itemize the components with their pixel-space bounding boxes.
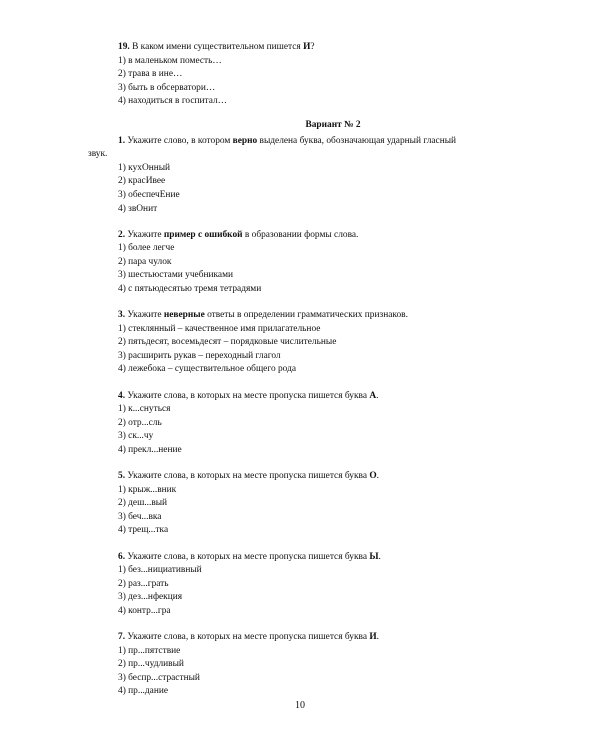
question-number: 5. (118, 471, 126, 482)
question-number: 1. (118, 135, 126, 146)
answer-option: 4) лежебока – существительное общего рода (118, 364, 297, 375)
question-4 (118, 390, 508, 458)
highlight-letter: А (369, 390, 377, 401)
question-text: 19. В каком имени существительном пишется И? (118, 42, 315, 52)
highlight-letter: Ы (369, 551, 379, 562)
answer-option: 2) отр...сль (118, 417, 162, 428)
highlight-letter: И (303, 42, 311, 52)
page-number: 10 (295, 700, 305, 711)
question-number: 2. (118, 229, 126, 240)
question-text-wrap: звук. (88, 149, 108, 160)
highlight-word: верно (232, 135, 258, 146)
answer-option: 4) контр...гра (118, 605, 171, 616)
question-7 (118, 631, 508, 699)
highlight-letter: О (369, 471, 377, 482)
question-text: 5. Укажите слова, в которых на месте пропуска пишется буква О. (118, 471, 379, 482)
answer-option: 4) трещ...тка (118, 525, 169, 536)
answer-option: 1) пр...пятствие (118, 645, 181, 656)
answer-option: 1) более легче (118, 243, 175, 254)
question-text: 7. Укажите слова, в которых на месте пропуска пишется буква И. (118, 631, 379, 642)
highlight-word: неверные (163, 310, 205, 321)
question-1 (88, 135, 508, 217)
answer-option: 1) к...снуться (118, 404, 171, 415)
answer-option: 2) пр...чудливый (118, 659, 184, 670)
answer-option: 3) быть в обсерватори… (118, 82, 216, 93)
answer-option: 3) дез...нфекция (118, 592, 183, 603)
answer-option: 4) находиться в госпитал… (118, 96, 228, 107)
answer-option: 3) ск...чу (118, 431, 154, 442)
highlight-word: пример с ошибкой (163, 229, 243, 240)
answer-option: 1) в маленьком поместь… (118, 55, 222, 66)
question-3 (118, 309, 508, 377)
question-number: 4. (118, 390, 126, 401)
question-text: 2. Укажите пример с ошибкой в образовании формы слова. (118, 229, 359, 240)
page-content (88, 41, 508, 711)
answer-option: 4) звОнит (118, 203, 158, 214)
answer-option: 1) стеклянный – качественное имя прилагательное (118, 323, 321, 334)
question-text: 3. Укажите неверные ответы в определении грамматических признаков. (118, 310, 408, 321)
answer-option: 2) красИвее (118, 176, 166, 187)
highlight-letter: И (369, 631, 377, 642)
answer-option: 1) без...нициативный (118, 565, 202, 576)
question-number: 6. (118, 551, 126, 562)
answer-option: 3) расширить рукав – переходный глагол (118, 350, 281, 361)
answer-option: 2) раз...грать (118, 578, 169, 589)
question-19 (118, 41, 508, 109)
question-text: 6. Укажите слова, в которых на месте пропуска пишется буква Ы. (118, 551, 381, 562)
answer-option: 4) пр...дание (118, 686, 169, 697)
answer-option: 1) крыж...вник (118, 484, 177, 495)
answer-option: 2) деш...вый (118, 498, 168, 509)
answer-option: 3) шестьюстами учебниками (118, 270, 234, 281)
answer-option: 2) пятьдесят, восемьдесят – порядковые числительные (118, 337, 337, 348)
question-5 (118, 470, 508, 538)
answer-option: 4) прекл...нение (118, 444, 182, 455)
answer-option: 3) беспр...страстный (118, 672, 200, 683)
answer-option: 3) обеспечЕние (118, 189, 180, 200)
question-number: 7. (118, 631, 126, 642)
answer-option: 3) беч...вка (118, 511, 162, 522)
question-text: 4. Укажите слова, в которых на месте пропуска пишется буква А. (118, 390, 379, 401)
question-2 (118, 229, 508, 297)
answer-option: 2) пара чулок (118, 256, 172, 267)
answer-option: 4) с пятьюдесятью тремя тетрадями (118, 284, 262, 294)
answer-option: 1) кухОнный (118, 162, 171, 173)
question-text: 1. Укажите слово, в котором верно выделена буква, обозначающая ударный гласный (118, 135, 457, 146)
question-number: 19. (118, 42, 130, 52)
question-number: 3. (118, 310, 126, 321)
variant-title: Вариант № 2 (305, 119, 361, 130)
question-6 (118, 551, 508, 619)
answer-option: 2) трава в ине… (118, 69, 183, 80)
